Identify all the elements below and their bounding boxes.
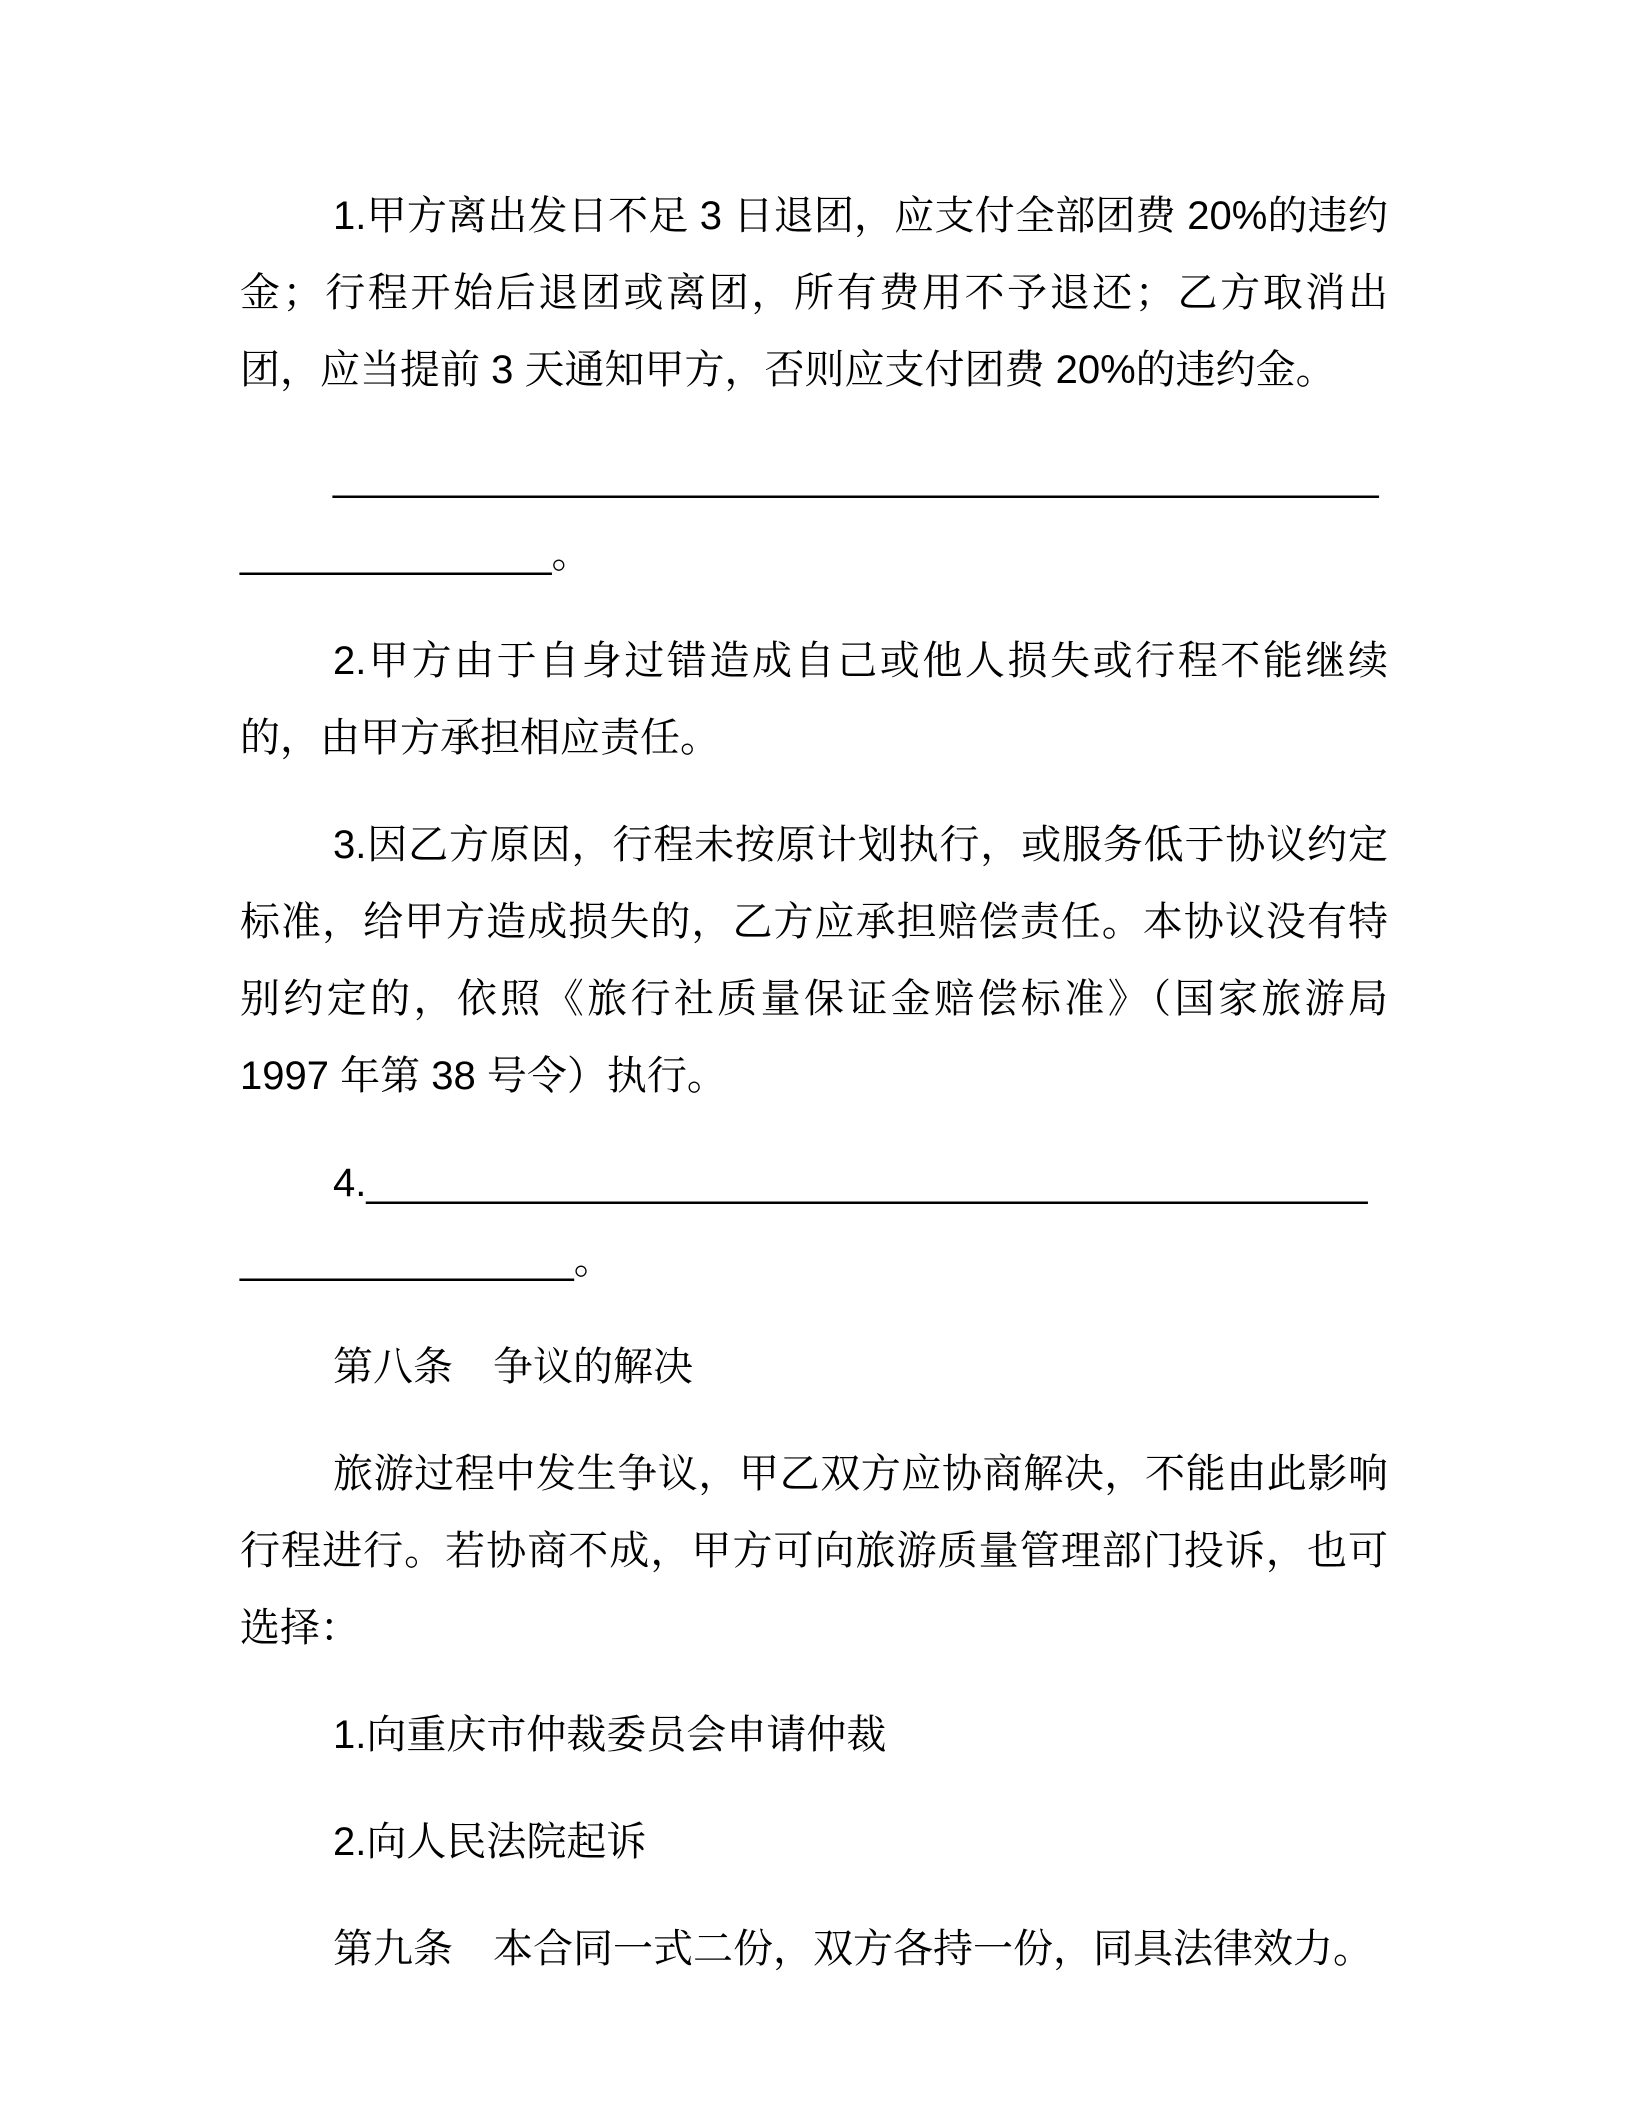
dispute-option-court: 2.向人民法院起诉 [333, 1820, 647, 1864]
heading-article-9: 第九条 本合同一式二份，双方各持一份，同具法律效力。 [333, 1927, 1373, 1971]
heading-article-8: 第八条 争议的解决 [333, 1345, 693, 1389]
clause-penalty-item-2: 2.甲方由于自身过错造成自己或他人损失或行程不能继续的，由甲方承担相应责任。 [240, 639, 1388, 760]
blank-underscores: ____________________________________________________________ [240, 1161, 1368, 1282]
clause-penalty-item-3: 3.因乙方原因，行程未按原计划执行，或服务低于协议约定标准，给甲方造成损失的，乙方应承担赔偿责任。本协议没有特别约定的，依照《旅行社质量保证金赔偿标准》（国家旅游局 1997 年第 38 号令）执行。 [240, 823, 1388, 1098]
blank-line-period: 。 [551, 532, 592, 576]
clause-penalty-item-4 [240, 1145, 1388, 1299]
item-4-number: 4. [333, 1161, 367, 1205]
blank-fill-line-1 [240, 439, 1388, 593]
clause-penalty-item-1: 1.甲方离出发日不足 3 日退团，应支付全部团费 20%的违约金；行程开始后退团或离团，所有费用不予退还；乙方取消出团，应当提前 3 天通知甲方，否则应支付团费 20%的违约金。 [240, 194, 1388, 392]
dispute-resolution-paragraph: 旅游过程中发生争议，甲乙双方应协商解决，不能由此影响行程进行。若协商不成，甲方可向旅游质量管理部门投诉，也可选择： [240, 1452, 1388, 1650]
blank-underscores: _____________________________________________________________ [240, 455, 1379, 576]
document-body [240, 178, 1388, 2018]
blank-line-period: 。 [573, 1238, 614, 1282]
dispute-option-arbitration: 1.向重庆市仲裁委员会申请仲裁 [333, 1713, 887, 1757]
